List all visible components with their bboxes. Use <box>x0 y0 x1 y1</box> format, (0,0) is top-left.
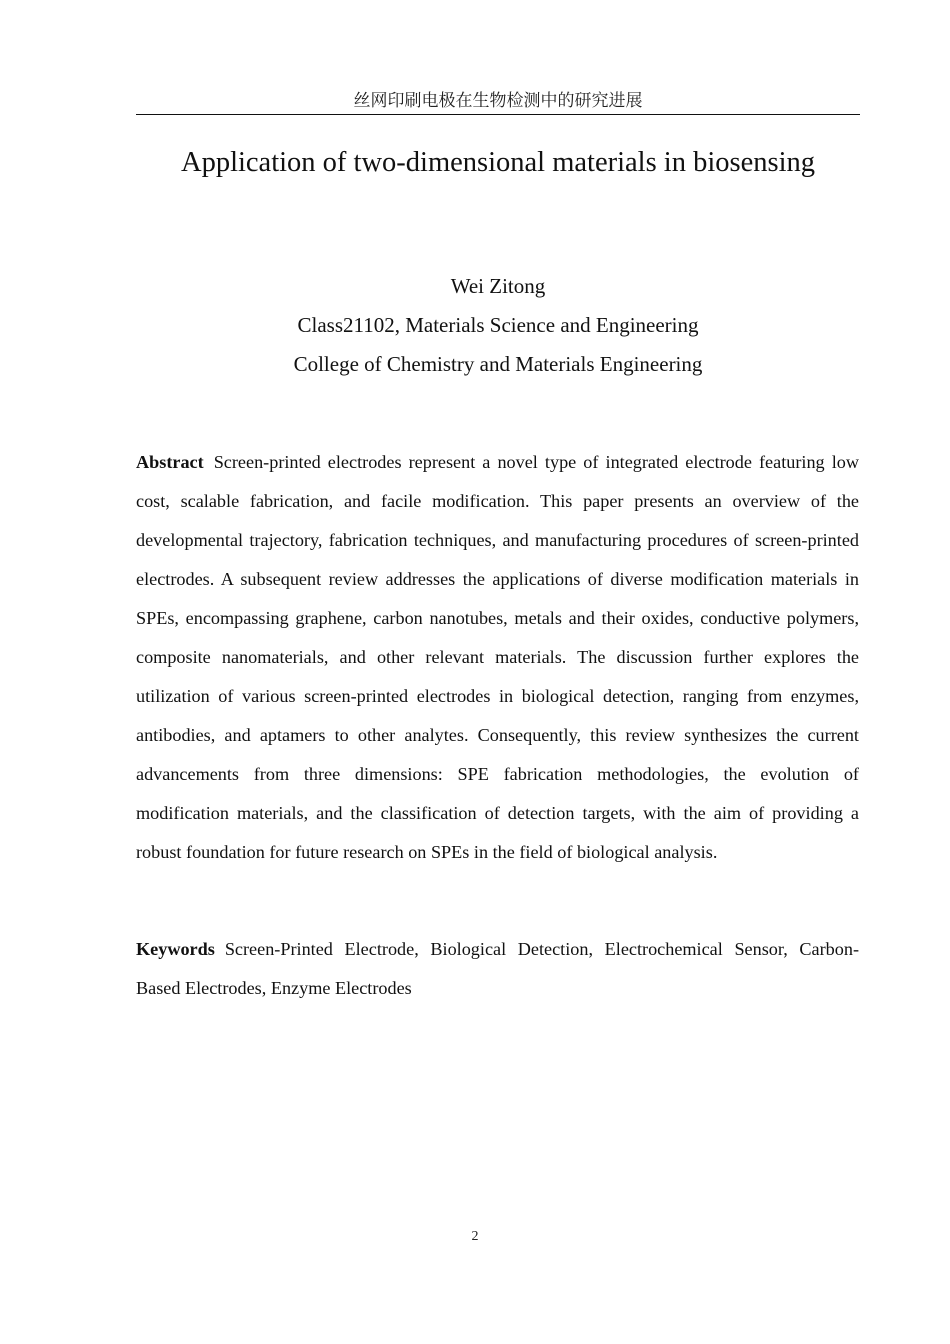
affiliation-college: College of Chemistry and Materials Engineering <box>293 352 703 376</box>
author-name: Wei Zitong <box>450 274 546 298</box>
page-number: 2 <box>471 1229 479 1244</box>
keywords-text: Screen-Printed Electrode, Biological Detection, Electrochemical Sensor, Carbon-Based Electrodes, Enzyme Electrodes <box>136 939 859 998</box>
running-header: 丝网印刷电极在生物检测中的研究进展 <box>136 88 860 115</box>
author-block <box>136 267 860 384</box>
abstract-paragraph <box>136 443 859 872</box>
abstract-label: Abstract <box>136 452 204 472</box>
abstract-text: Screen-printed electrodes represent a novel type of integrated electrode featuring low cost, scalable fabrication, and facile modification. This paper presents an overview of the developmental trajectory, fabrication techniques, and manufacturing procedures of screen-printed electrodes. A subsequent review addresses the applications of diverse modification materials in SPEs, encompassing graphene, carbon nanotubes, metals and their oxides, conductive polymers, composite nanomaterials, and other relevant materials. The discussion further explores the utilization of various screen-printed electrodes in biological detection, ranging from enzymes, antibodies, and aptamers to other analytes. Consequently, this review synthesizes the current advancements from three dimensions: SPE fabrication methodologies, the evolution of modification materials, and the classification of detection targets, with the aim of providing a robust foundation for future research on SPEs in the field of biological analysis. <box>136 452 859 862</box>
paper-title: Application of two-dimensional materials in biosensing <box>180 147 815 178</box>
affiliation-class: Class21102, Materials Science and Engineering <box>297 313 699 337</box>
keywords-paragraph <box>136 930 859 1008</box>
keywords-label: Keywords <box>136 939 215 959</box>
